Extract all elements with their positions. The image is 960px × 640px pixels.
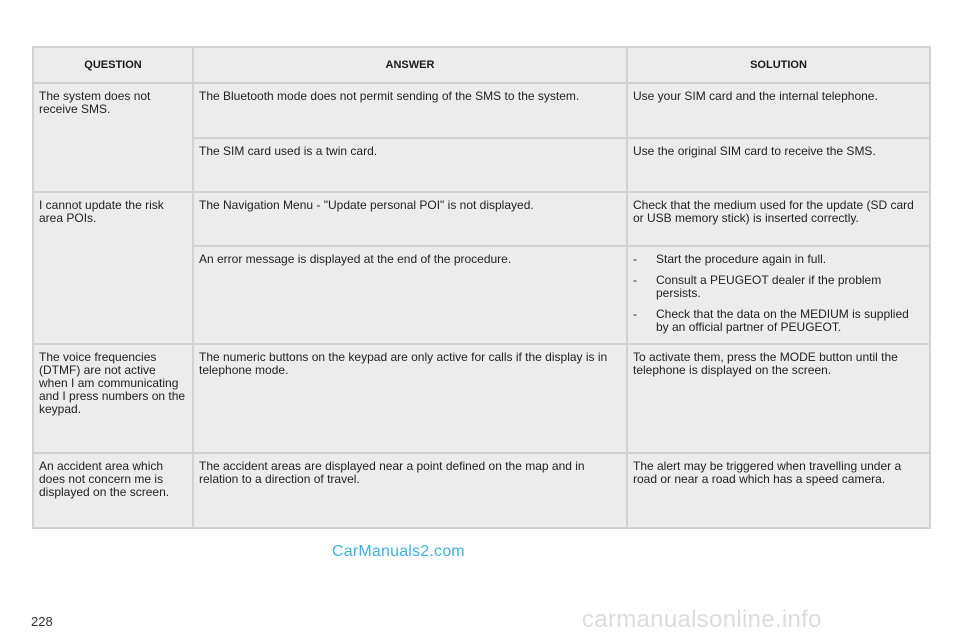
list-item-text: Consult a PEUGEOT dealer if the problem persists. <box>656 273 882 300</box>
solution-cell: Use the original SIM card to receive the SMS. <box>627 138 930 192</box>
solution-column-header: SOLUTION <box>627 47 930 83</box>
page-number: 228 <box>31 614 53 629</box>
question-column-header: QUESTION <box>33 47 193 83</box>
solution-cell: The alert may be triggered when travelling under a road or near a road which has a speed camera. <box>627 453 930 528</box>
answer-cell: The numeric buttons on the keypad are only active for calls if the display is in telephone mode. <box>193 344 627 453</box>
bullet-dash: - <box>633 273 637 287</box>
list-item <box>633 274 923 300</box>
bullet-dash: - <box>633 252 637 266</box>
list-item-text: Check that the data on the MEDIUM is supplied by an official partner of PEUGEOT. <box>656 307 909 334</box>
answer-column-header: ANSWER <box>193 47 627 83</box>
solution-cell: To activate them, press the MODE button until the telephone is displayed on the screen. <box>627 344 930 453</box>
bullet-dash: - <box>633 307 637 321</box>
list-item <box>633 308 923 334</box>
troubleshooting-table <box>32 46 931 529</box>
question-cell: An accident area which does not concern me is displayed on the screen. <box>33 453 193 528</box>
table-row <box>33 83 930 138</box>
list-item-text: Start the procedure again in full. <box>656 252 827 266</box>
question-cell: I cannot update the risk area POIs. <box>33 192 193 344</box>
table-row <box>33 192 930 246</box>
list-item <box>633 253 923 266</box>
solution-cell: Use your SIM card and the internal telephone. <box>627 83 930 138</box>
question-cell: The system does not receive SMS. <box>33 83 193 192</box>
answer-cell: The SIM card used is a twin card. <box>193 138 627 192</box>
table-row <box>33 453 930 528</box>
table-header-row <box>33 47 930 83</box>
answer-cell: The accident areas are displayed near a point defined on the map and in relation to a direction of travel. <box>193 453 627 528</box>
solution-bullet-list <box>633 253 923 334</box>
carmanuals2-watermark: CarManuals2.com <box>332 543 465 560</box>
carmanualsonline-watermark: carmanualsonline.info <box>582 606 822 633</box>
answer-cell: An error message is displayed at the end of the procedure. <box>193 246 627 344</box>
solution-cell: Check that the medium used for the update (SD card or USB memory stick) is inserted correctly. <box>627 192 930 246</box>
question-cell: The voice frequencies (DTMF) are not active when I am communicating and I press numbers on the keypad. <box>33 344 193 453</box>
table-row <box>33 344 930 453</box>
solution-cell <box>627 246 930 344</box>
answer-cell: The Navigation Menu - "Update personal POI" is not displayed. <box>193 192 627 246</box>
answer-cell: The Bluetooth mode does not permit sending of the SMS to the system. <box>193 83 627 138</box>
